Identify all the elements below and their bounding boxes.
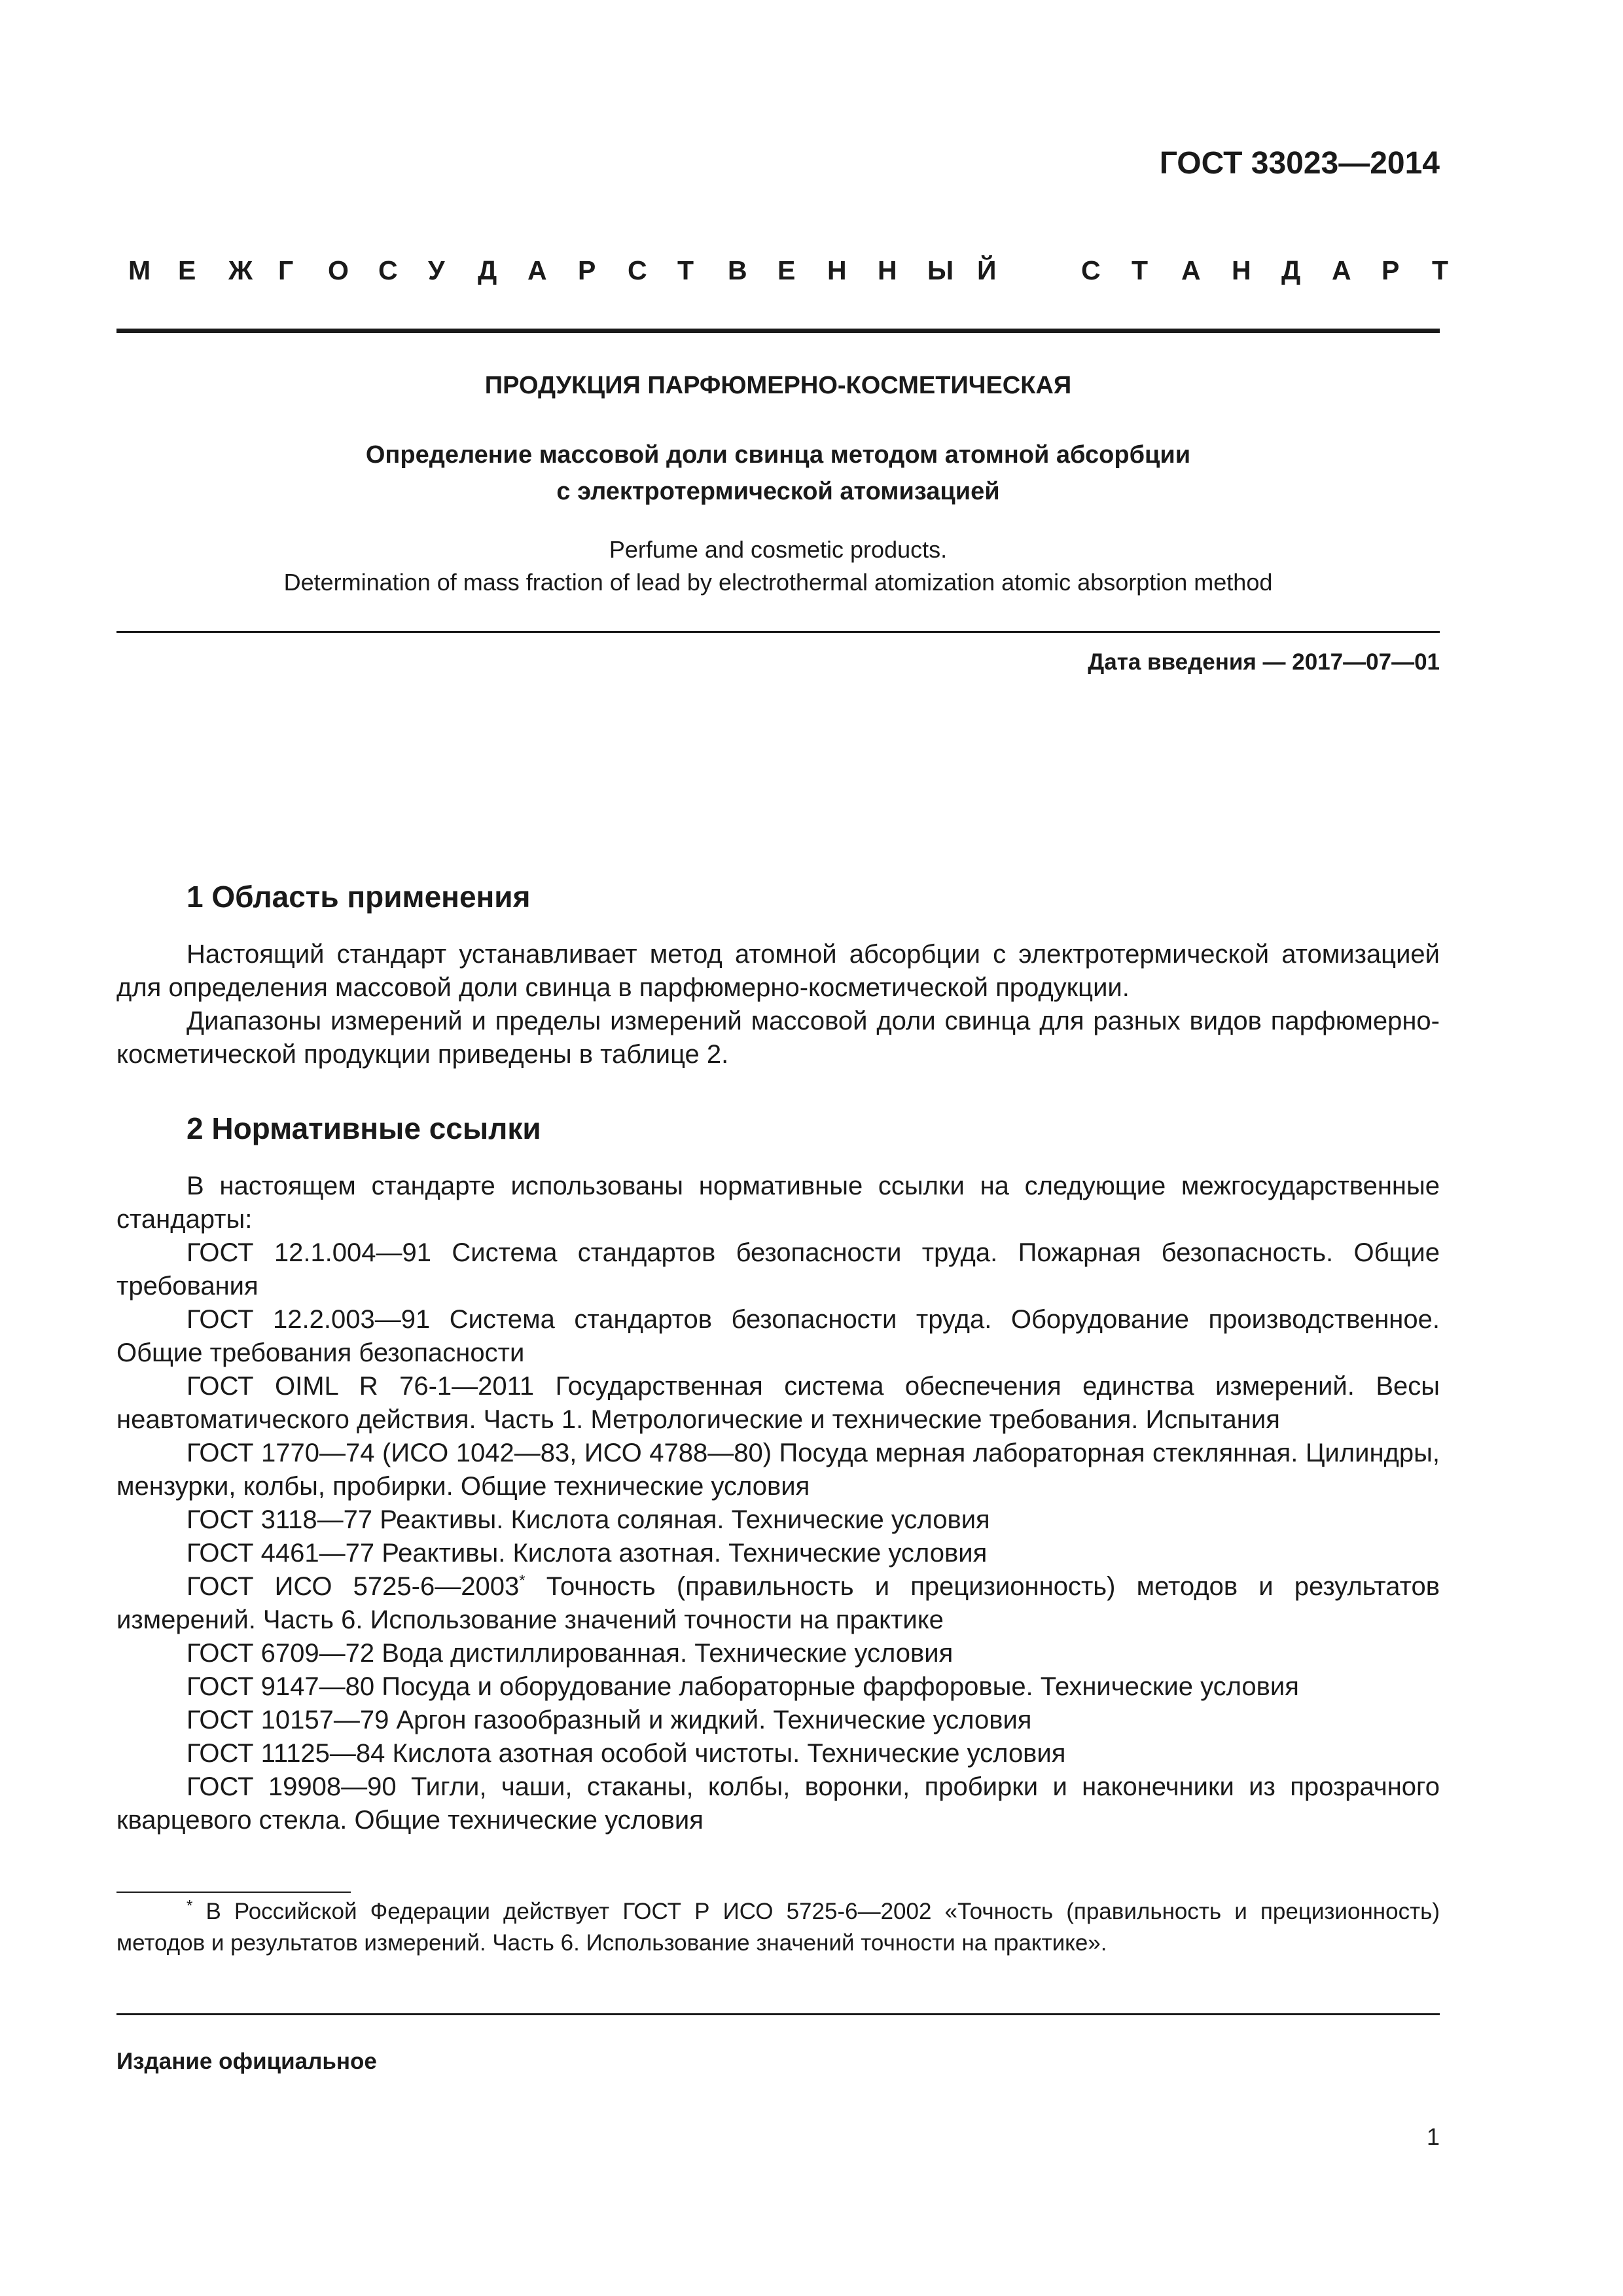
footnote-text [116, 1896, 1440, 1959]
section-1-paragraph: Настоящий стандарт устанавливает метод атомной абсорбции с электротермической атомизацией для определения массовой доли свинца в парфюмерно-косметической продукции. [116, 940, 1440, 1002]
section-2-body [116, 1170, 1440, 1837]
footnote-mark: * [187, 1897, 193, 1915]
footnote-body: В Российской Федерации действует ГОСТ Р ИСО 5725-6—2002 «Точность (правильность и прецизионность) методов и результатов измерений. Часть 6. Использование значений точности на практике». [116, 1899, 1440, 1956]
reference-item: ГОСТ 19908—90 Тигли, чаши, стаканы, колбы, воронки, пробирки и наконечники из прозрачного кварцевого стекла. Общие технические условия [116, 1772, 1440, 1835]
reference-item: ГОСТ 12.2.003—91 Система стандартов безопасности труда. Оборудование производственное. Общие требования безопасности [116, 1305, 1440, 1367]
reference-item-iso [116, 1570, 1440, 1637]
standard-type-letter: Н [827, 255, 847, 285]
reference-item: ГОСТ 1770—74 (ИСО 1042—83, ИСО 4788—80) Посуда мерная лабораторная стеклянная. Цилиндры, мензурки, колбы, пробирки. Общие технические условия [116, 1439, 1440, 1501]
main-title: ПРОДУКЦИЯ ПАРФЮМЕРНО-КОСМЕТИЧЕСКАЯ [484, 372, 1072, 399]
title-divider [116, 631, 1440, 633]
reference-item: ГОСТ 10157—79 Аргон газообразный и жидкий. Технические условия [187, 1706, 1032, 1734]
standard-type-letter: Ы [927, 255, 954, 285]
standard-type-letter: Т [677, 255, 694, 285]
standard-type-letter: Т [1132, 255, 1149, 285]
section-1-body [116, 938, 1440, 1071]
english-title [116, 533, 1440, 599]
reference-item: ГОСТ 12.1.004—91 Система стандартов безопасности труда. Пожарная безопасность. Общие требования [116, 1238, 1440, 1300]
subtitle-line-1: Определение массовой доли свинца методом атомной абсорбции [365, 441, 1191, 469]
standard-type-letter: М [128, 255, 151, 285]
standard-type-letter: Р [578, 255, 596, 285]
iso-reference-title: Точность (правильность и прецизионность) методов и результатов измерений. Часть 6. Использование значений точности на практике [116, 1572, 1440, 1634]
standard-type-letter: О [328, 255, 349, 285]
standard-type-letter: Р [1382, 255, 1400, 285]
standard-type-letter: Т [1432, 255, 1449, 285]
section-2-intro: В настоящем стандарте использованы нормативные ссылки на следующие межгосударственные стандарты: [116, 1172, 1440, 1234]
iso-reference-code: ГОСТ ИСО 5725-6—2003 [187, 1572, 520, 1601]
standard-type-letter: В [728, 255, 747, 285]
reference-item: ГОСТ 11125—84 Кислота азотная особой чистоты. Технические условия [187, 1739, 1066, 1768]
standard-type-letter: А [1332, 255, 1351, 285]
reference-item: ГОСТ 9147—80 Посуда и оборудование лабораторные фарфоровые. Технические условия [187, 1672, 1299, 1701]
reference-item: ГОСТ OIML R 76-1—2011 Государственная система обеспечения единства измерений. Весы неавтоматического действия. Часть 1. Метрологические и технические требования. Испытания [116, 1372, 1440, 1434]
standard-type-letter: У [428, 255, 445, 285]
section-1-paragraph: Диапазоны измерений и пределы измерений массовой доли свинца для разных видов парфюмерно-косметической продукции приведены в таблице 2. [116, 1007, 1440, 1069]
standard-type-letter: Е [777, 255, 796, 285]
reference-item: ГОСТ 3118—77 Реактивы. Кислота соляная. Технические условия [187, 1505, 990, 1534]
standard-type-letter: Ж [228, 255, 253, 285]
subtitle [116, 437, 1440, 510]
standard-type-letter: Й [977, 255, 997, 285]
footnote [116, 1896, 1440, 1959]
section-1-heading: 1 Область применения [187, 880, 531, 914]
reference-item: ГОСТ 4461—77 Реактивы. Кислота азотная. Технические условия [187, 1539, 988, 1568]
standard-type-letter: Д [1281, 255, 1301, 285]
subtitle-line-2: с электротермической атомизацией [556, 478, 1000, 505]
footer-divider [116, 2013, 1440, 2015]
standard-type-letter: Г [278, 255, 294, 285]
reference-item: ГОСТ 6709—72 Вода дистиллированная. Технические условия [187, 1639, 954, 1668]
edition-label: Издание официальное [116, 2049, 377, 2074]
header-divider [116, 329, 1440, 333]
footnote-separator [116, 1892, 351, 1893]
standard-type-letter: А [1181, 255, 1201, 285]
document-number: ГОСТ 33023—2014 [1159, 146, 1440, 181]
standard-type-letter: Н [878, 255, 897, 285]
page-number: 1 [1426, 2123, 1440, 2150]
footnote-marker: * [519, 1571, 526, 1590]
english-title-line-2: Determination of mass fraction of lead by electrothermal atomization atomic absorption method [283, 569, 1273, 596]
english-title-line-1: Perfume and cosmetic products. [609, 536, 948, 563]
standard-type-letter: С [1081, 255, 1101, 285]
standard-type-letter: А [527, 255, 547, 285]
standard-type-letter: С [628, 255, 647, 285]
standard-type-letter: С [378, 255, 398, 285]
standard-type-letter: Е [178, 255, 196, 285]
standard-type-letter: Н [1232, 255, 1251, 285]
section-2-heading: 2 Нормативные ссылки [187, 1111, 541, 1145]
standard-type-letter: Д [478, 255, 497, 285]
introduction-date: Дата введения — 2017—07—01 [1088, 649, 1440, 675]
